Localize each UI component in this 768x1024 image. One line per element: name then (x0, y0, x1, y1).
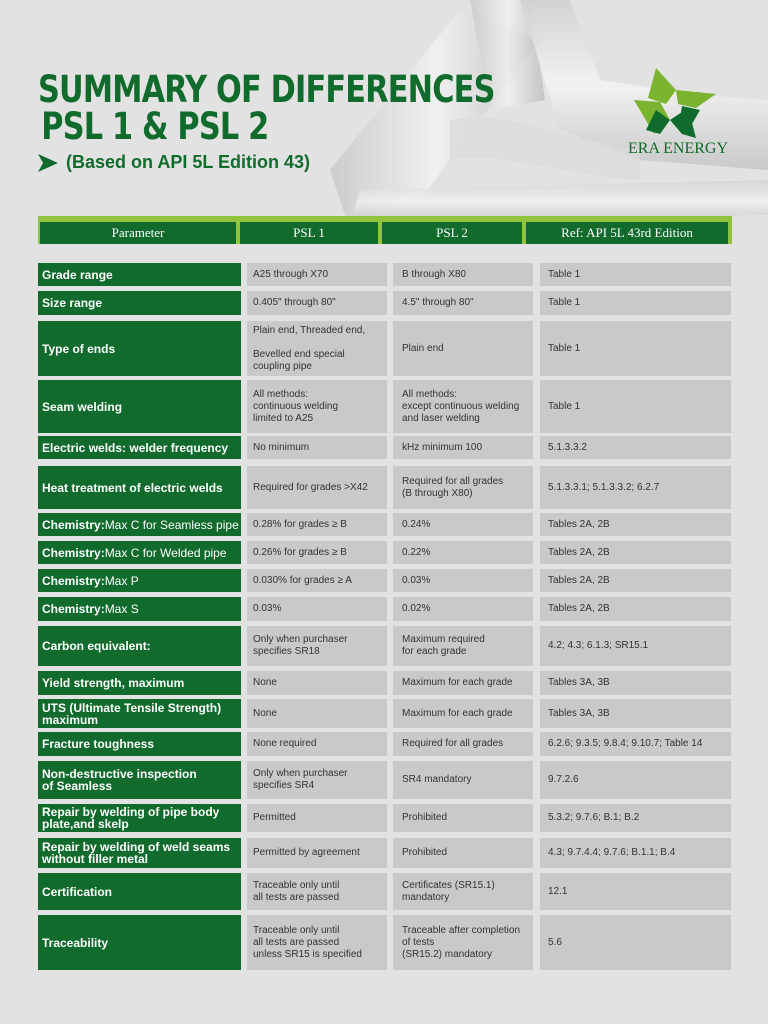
ref-cell-text: Tables 3A, 3B (548, 677, 610, 688)
psl1-cell (247, 597, 387, 621)
psl1-cell-text: Plain end, Threaded end, Bevelled end special coupling pipe (253, 324, 366, 372)
parameter-cell-text: Repair by welding of weld seams without filler metal (42, 840, 231, 866)
ref-cell (540, 699, 731, 728)
psl1-cell-text: 0.030% for grades ≥ A (253, 574, 352, 586)
psl2-cell-text: kHz minimum 100 (402, 441, 483, 453)
parameter-cell-text: Non-destructive inspection of Seamless (42, 767, 197, 793)
parameter-cell (38, 321, 241, 376)
psl1-cell (247, 569, 387, 592)
table-row (38, 263, 731, 286)
psl2-cell-text: Required for all grades (402, 738, 504, 749)
parameter-cell-text: Certification (42, 884, 113, 899)
psl2-cell (393, 263, 533, 286)
psl1-cell-text: None (253, 677, 277, 688)
psl2-cell-text: Required for all grades (B through X80) (402, 475, 504, 499)
ref-cell (540, 263, 731, 286)
parameter-cell-rest: Max P (104, 573, 139, 588)
parameter-cell (38, 671, 241, 695)
psl1-cell-text: Only when purchaser specifies SR4 (253, 768, 348, 791)
ref-cell-text: Tables 3A, 3B (548, 707, 610, 719)
psl1-cell-text: None required (253, 738, 317, 749)
psl2-cell-text: B through X80 (402, 268, 466, 280)
psl1-cell-text: 0.28% for grades ≥ B (253, 518, 347, 530)
ref-cell (540, 873, 731, 910)
psl1-cell (247, 915, 387, 970)
table-row (38, 804, 731, 832)
ref-cell (540, 671, 731, 695)
parameter-cell-bold: Chemistry: (42, 517, 105, 532)
ref-cell-text: 6.2.6; 9.3.5; 9.8.4; 9.10.7; Table 14 (548, 738, 703, 749)
psl2-cell-text: Certificates (SR15.1) mandatory (402, 879, 495, 903)
ref-cell-text: 12.1 (548, 885, 568, 897)
psl2-cell-text: Maximum for each grade (402, 677, 513, 688)
psl1-cell (247, 513, 387, 536)
ref-cell-text: Table 1 (548, 342, 581, 354)
psl1-cell (247, 436, 387, 459)
parameter-cell-bold: Chemistry: (42, 602, 105, 616)
psl1-cell-text: 0.03% (253, 603, 282, 614)
table-row (38, 541, 731, 564)
table-row (38, 466, 731, 509)
title-line-1: SUMMARY OF DIFFERENCES (38, 68, 495, 111)
ref-cell-text: 5.6 (548, 936, 562, 948)
table-row (38, 513, 731, 536)
ref-cell-text: 5.3.2; 9.7.6; B.1; B.2 (548, 812, 640, 823)
parameter-cell (38, 732, 241, 756)
psl1-cell (247, 804, 387, 832)
table-row (38, 838, 731, 868)
parameter-cell (38, 597, 241, 621)
parameter-cell-bold: Chemistry: (42, 573, 105, 588)
psl2-cell-text: 0.03% (402, 574, 431, 586)
table-row (38, 873, 731, 910)
ref-cell-text: 4.2; 4.3; 6.1.3; SR15.1 (548, 640, 649, 651)
ref-cell (540, 732, 731, 756)
psl2-cell (393, 671, 533, 695)
psl1-cell (247, 291, 387, 315)
parameter-cell-text: UTS (Ultimate Tensile Strength) maximum (42, 700, 222, 727)
header-psl1: PSL 1 (240, 222, 378, 244)
table-row (38, 761, 731, 799)
table-row (38, 380, 731, 433)
ref-cell (540, 436, 731, 459)
psl1-cell-text: 0.405" through 80" (253, 297, 336, 308)
table-row (38, 626, 731, 666)
psl2-cell (393, 321, 533, 376)
psl1-cell (247, 321, 387, 376)
psl1-cell-text: All methods: continuous welding limited to A25 (253, 388, 339, 424)
parameter-cell-text: Heat treatment of electric welds (42, 480, 223, 495)
table-row (38, 569, 731, 592)
ref-cell (540, 569, 731, 592)
psl1-cell-text: None (253, 707, 277, 719)
parameter-cell (38, 513, 241, 536)
psl2-cell (393, 761, 533, 799)
parameter-cell (38, 291, 241, 315)
psl2-cell (393, 436, 533, 459)
ref-cell (540, 291, 731, 315)
psl1-cell (247, 761, 387, 799)
psl1-cell-text: No minimum (253, 441, 310, 453)
psl2-cell (393, 732, 533, 756)
psl2-cell-text: All methods: except continuous welding and laser welding (402, 388, 520, 424)
psl2-cell-text: 4.5" through 80" (402, 297, 474, 308)
brand-name: ERA ENERGY (628, 140, 728, 157)
parameter-cell (38, 263, 241, 286)
parameter-cell-text: Grade range (42, 267, 113, 282)
subtitle (38, 152, 310, 173)
ref-cell-text: Table 1 (548, 297, 581, 308)
psl2-cell-text: SR4 mandatory (402, 774, 472, 785)
psl2-cell-text: Maximum required for each grade (402, 634, 485, 657)
parameter-cell-text: Size range (42, 296, 103, 310)
table-row (38, 915, 731, 970)
table-row (38, 671, 731, 695)
psl2-cell-text: Prohibited (402, 812, 448, 823)
ref-cell (540, 321, 731, 376)
ref-cell (540, 380, 731, 433)
parameter-cell (38, 761, 241, 799)
ref-cell (540, 597, 731, 621)
psl1-cell (247, 838, 387, 868)
header-parameter: Parameter (40, 222, 236, 244)
psl2-cell-text: 0.02% (402, 603, 431, 614)
psl2-cell-text: Maximum for each grade (402, 707, 513, 719)
parameter-cell-rest: Max S (104, 602, 139, 616)
parameter-cell (38, 626, 241, 666)
ref-cell (540, 915, 731, 970)
parameter-cell (38, 699, 241, 728)
psl1-cell (247, 541, 387, 564)
psl2-cell (393, 541, 533, 564)
ref-cell (540, 466, 731, 509)
ref-cell (540, 541, 731, 564)
table-row (38, 699, 731, 728)
parameter-cell-text: Fracture toughness (42, 737, 155, 751)
psl1-cell-text: Only when purchaser specifies SR18 (253, 634, 348, 657)
ref-cell (540, 513, 731, 536)
parameter-cell (38, 873, 241, 910)
parameter-cell-text: Yield strength, maximum (42, 676, 185, 690)
ref-cell (540, 626, 731, 666)
psl1-cell-text: 0.26% for grades ≥ B (253, 546, 347, 558)
page-title (38, 68, 495, 148)
ref-cell-text: Tables 2A, 2B (548, 574, 610, 586)
psl1-cell (247, 466, 387, 509)
ref-cell-text: Tables 2A, 2B (548, 546, 610, 558)
psl1-cell (247, 699, 387, 728)
psl2-cell (393, 291, 533, 315)
parameter-cell-rest: Max C for Seamless pipe (104, 517, 239, 532)
psl2-cell (393, 380, 533, 433)
parameter-cell-text: Seam welding (42, 399, 123, 414)
psl2-cell-text: 0.24% (402, 518, 431, 530)
table-row (38, 732, 731, 756)
parameter-cell-rest: Max C for Welded pipe (104, 545, 227, 560)
arrow-right-icon (38, 154, 58, 172)
psl2-cell (393, 466, 533, 509)
psl2-cell (393, 513, 533, 536)
ref-cell (540, 761, 731, 799)
ref-cell-text: 5.1.3.3.2 (548, 441, 587, 453)
psl2-cell (393, 873, 533, 910)
ref-cell (540, 838, 731, 868)
psl1-cell-text: Required for grades >X42 (253, 481, 368, 493)
psl1-cell (247, 626, 387, 666)
psl2-cell (393, 699, 533, 728)
parameter-cell (38, 541, 241, 564)
ref-cell (540, 804, 731, 832)
psl1-cell (247, 732, 387, 756)
parameter-cell-text: Electric welds: welder frequency (42, 440, 229, 455)
psl2-cell (393, 838, 533, 868)
parameter-cell (38, 466, 241, 509)
table-row (38, 436, 731, 459)
parameter-cell (38, 569, 241, 592)
parameter-cell (38, 915, 241, 970)
parameter-cell (38, 436, 241, 459)
psl1-cell-text: Permitted (253, 812, 296, 823)
psl2-cell-text: Prohibited (402, 847, 448, 858)
ref-cell-text: Table 1 (548, 400, 581, 412)
psl1-cell (247, 873, 387, 910)
parameter-cell-text: Repair by welding of pipe body plate,and skelp (42, 805, 220, 831)
psl1-cell (247, 380, 387, 433)
ref-cell-text: Tables 2A, 2B (548, 518, 610, 530)
psl2-cell (393, 915, 533, 970)
psl2-cell (393, 626, 533, 666)
parameter-cell-text: Traceability (42, 935, 109, 950)
ref-cell-text: Table 1 (548, 268, 581, 280)
parameter-cell (38, 380, 241, 433)
psl2-cell-text: Traceable after completion of tests (SR15.2) mandatory (402, 924, 521, 960)
header-psl2: PSL 2 (382, 222, 522, 244)
parameter-cell (38, 804, 241, 832)
psl2-cell-text: 0.22% (402, 546, 431, 558)
table-row (38, 291, 731, 315)
psl2-cell (393, 569, 533, 592)
ref-cell-text: 4.3; 9.7.4.4; 9.7.6; B.1.1; B.4 (548, 847, 676, 858)
psl1-cell-text: Traceable only until all tests are passed unless SR15 is specified (253, 924, 362, 960)
psl2-cell (393, 804, 533, 832)
psl2-cell (393, 597, 533, 621)
parameter-cell (38, 838, 241, 868)
psl1-cell (247, 671, 387, 695)
psl2-cell-text: Plain end (402, 342, 444, 354)
subtitle-text: (Based on API 5L Edition 43) (66, 152, 311, 172)
header-ref: Ref: API 5L 43rd Edition (526, 222, 728, 244)
psl1-cell (247, 263, 387, 286)
table-row (38, 597, 731, 621)
ref-cell-text: 5.1.3.3.1; 5.1.3.3.2; 6.2.7 (548, 481, 660, 493)
parameter-cell-text: Type of ends (42, 341, 116, 356)
psl1-cell-text: Traceable only until all tests are passed (253, 879, 340, 903)
psl1-cell-text: Permitted by agreement (253, 847, 360, 858)
ref-cell-text: 9.7.2.6 (548, 774, 579, 785)
parameter-cell-text: Carbon equivalent: (42, 639, 151, 653)
parameter-cell-bold: Chemistry: (42, 545, 105, 560)
psl1-cell-text: A25 through X70 (253, 268, 329, 280)
ref-cell-text: Tables 2A, 2B (548, 603, 610, 614)
title-line-2: PSL 1 & PSL 2 (41, 105, 269, 148)
table-row (38, 321, 731, 376)
